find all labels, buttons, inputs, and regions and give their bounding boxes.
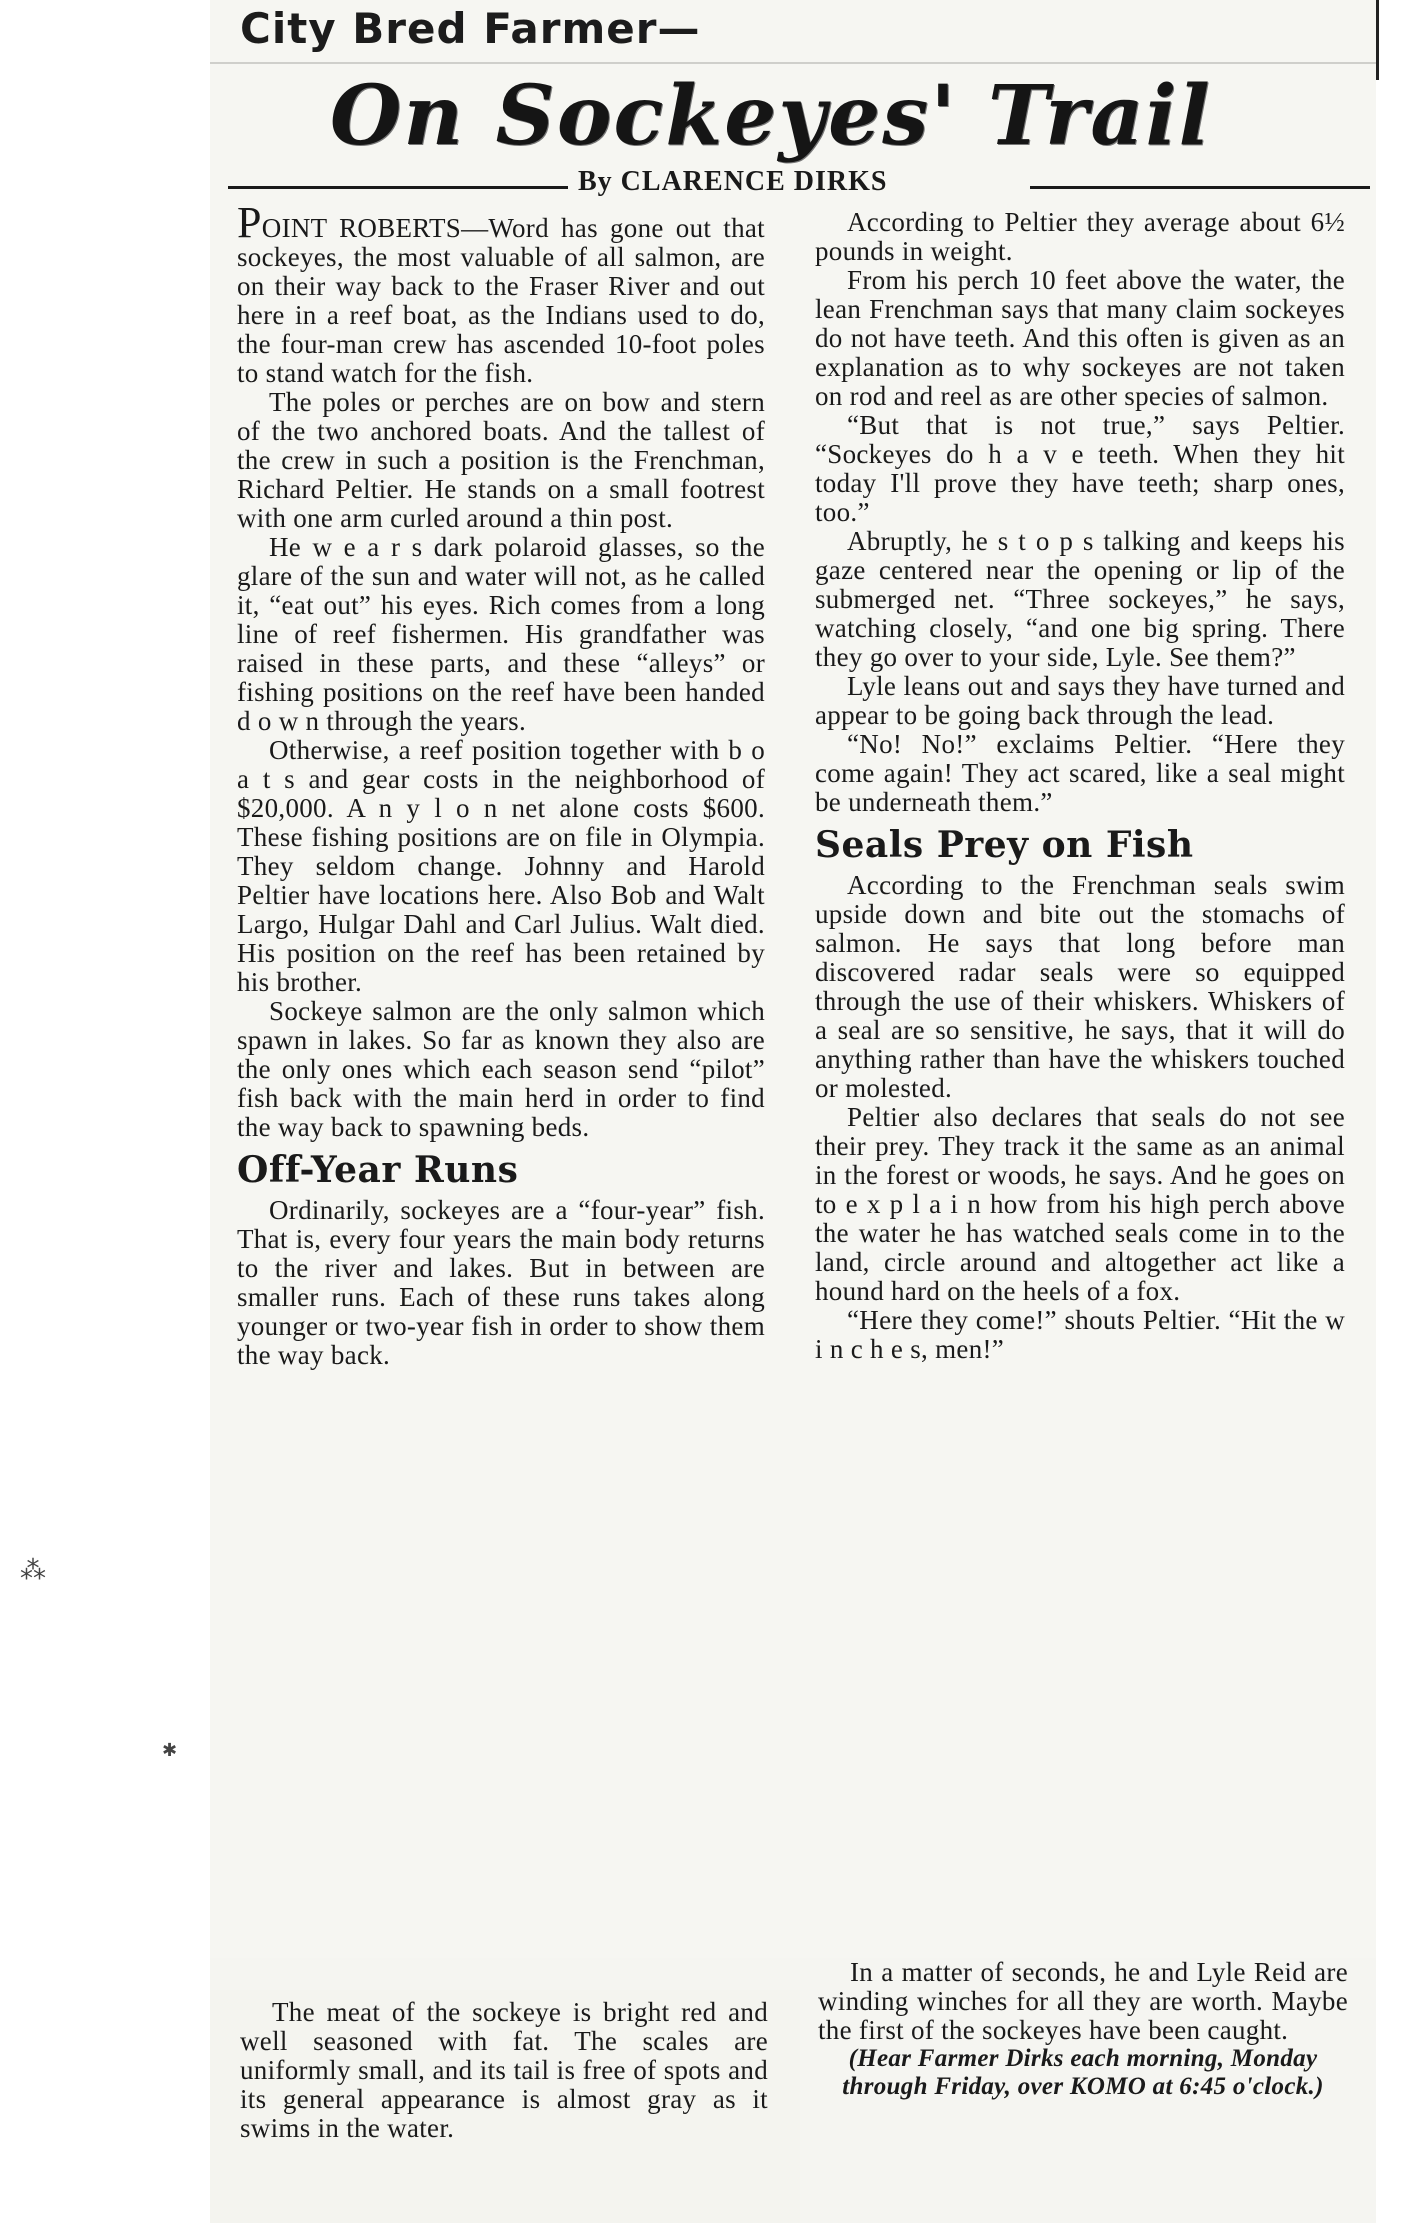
article-paragraph: Lyle leans out and says they have turned and appear to be going back through the lead.: [815, 671, 1345, 730]
article-paragraph: From his perch 10 feet above the water, the lean Frenchman says that many claim sockeyes do not have teeth. And this often is given as an explanation as to why sockeyes are not taken on rod and reel as are other species of salmon.: [815, 265, 1345, 411]
left-column-lower: [240, 1998, 768, 2143]
left-column: [237, 198, 765, 1370]
byline: By CLARENCE DIRKS: [572, 166, 894, 198]
article-paragraph: Sockeye salmon are the only salmon which spawn in lakes. So far as known they also are the only ones which each season send “pilot” fish back with the main herd in order to find the way back to spawning beds.: [237, 996, 765, 1142]
article-paragraph: “But that is not true,” says Peltier. “Sockeyes do h a v e teeth. When they hit today I'll prove they have teeth; sharp ones, too.”: [815, 410, 1345, 527]
subhead-off-year-runs: Off-Year Runs: [237, 1149, 519, 1191]
headline: On Sockeyes' Trail: [330, 68, 1212, 164]
article-paragraph: The meat of the sockeye is bright red and well seasoned with fat. The scales are uniformly small, and its tail is free of spots and its general appearance is almost gray as it swims in the water.: [240, 1997, 768, 2143]
article-paragraph: According to Peltier they average about 6½ pounds in weight.: [815, 207, 1345, 266]
byline-rule-left: [228, 186, 568, 189]
kicker-title: City Bred Farmer—: [240, 4, 701, 53]
drop-cap: P: [237, 198, 262, 247]
right-column-lower: [818, 1958, 1348, 2101]
article-paragraph: “No! No!” exclaims Peltier. “Here they come again! They act scared, like a seal might be underneath them.”: [815, 729, 1345, 817]
broadcast-note: (Hear Farmer Dirks each morning, Monday through Friday, over KOMO at 6:45 o'clock.): [842, 2045, 1324, 2100]
article-paragraph: POINT ROBERTS—Word has gone out that sockeyes, the most valuable of all salmon, are on their way back to the Fraser River and out here in a reef boat, as the Indians used to do, the four-man crew has ascended 10-foot poles to stand watch for the fish.: [237, 198, 765, 388]
right-column: [815, 208, 1345, 1364]
subhead-seals-prey: Seals Prey on Fish: [815, 824, 1194, 866]
article-paragraph: In a matter of seconds, he and Lyle Reid are winding winches for all they are worth. Maybe the first of the sockeyes have been caught.: [818, 1957, 1348, 2045]
edge-mark: [1376, 0, 1379, 80]
article-paragraph: Otherwise, a reef position together with b o a t s and gear costs in the neighborhood of $20,000. A n y l o n net alone costs $600. These fishing positions are on file in Olympia. They seldom change. Johnny and Harold Peltier have locations here. Also Bob and Walt Largo, Hulgar Dahl and Carl Julius. Walt died. His position on the reef has been retained by his brother.: [237, 735, 765, 997]
top-divider: [210, 62, 1376, 64]
byline-rule-right: [1030, 186, 1370, 189]
speck-mark: ✱: [162, 1740, 178, 1761]
speck-mark: ⁂: [20, 1556, 46, 1586]
article-paragraph: According to the Frenchman seals swim upside down and bite out the stomachs of salmon. He says that long before man discovered radar seals were so equipped through the use of their whiskers. Whiskers of a seal are so sensitive, he says, that it will do anything rather than have the whiskers touched or molested.: [815, 870, 1345, 1103]
article-paragraph: Abruptly, he s t o p s talking and keeps his gaze centered near the opening or lip of the submerged net. “Three sockeyes,” he says, watching closely, “and one big spring. There they go over to your side, Lyle. See them?”: [815, 526, 1345, 672]
article-paragraph: Ordinarily, sockeyes are a “four-year” fish. That is, every four years the main body returns to the river and lakes. But in between are smaller runs. Each of these runs takes along younger or two-year fish in order to show them the way back.: [237, 1195, 765, 1370]
article-paragraph: He w e a r s dark polaroid glasses, so the glare of the sun and water will not, as he called it, “eat out” his eyes. Rich comes from a long line of reef fishermen. His grandfather was raised in these parts, and these “alleys” or fishing positions on the reef have been handed d o w n through the years.: [237, 532, 765, 736]
article-paragraph: Peltier also declares that seals do not see their prey. They track it the same as an animal in the forest or woods, he says. And he goes on to e x p l a i n how from his high perch above the water he has watched seals come in to the land, circle around and altogether act like a hound hard on the heels of a fox.: [815, 1102, 1345, 1306]
article-paragraph: The poles or perches are on bow and stern of the two anchored boats. And the tallest of the crew in such a position is the Frenchman, Richard Peltier. He stands on a small footrest with one arm curled around a thin post.: [237, 387, 765, 533]
article-paragraph: “Here they come!” shouts Peltier. “Hit the w i n c h e s, men!”: [815, 1305, 1345, 1364]
